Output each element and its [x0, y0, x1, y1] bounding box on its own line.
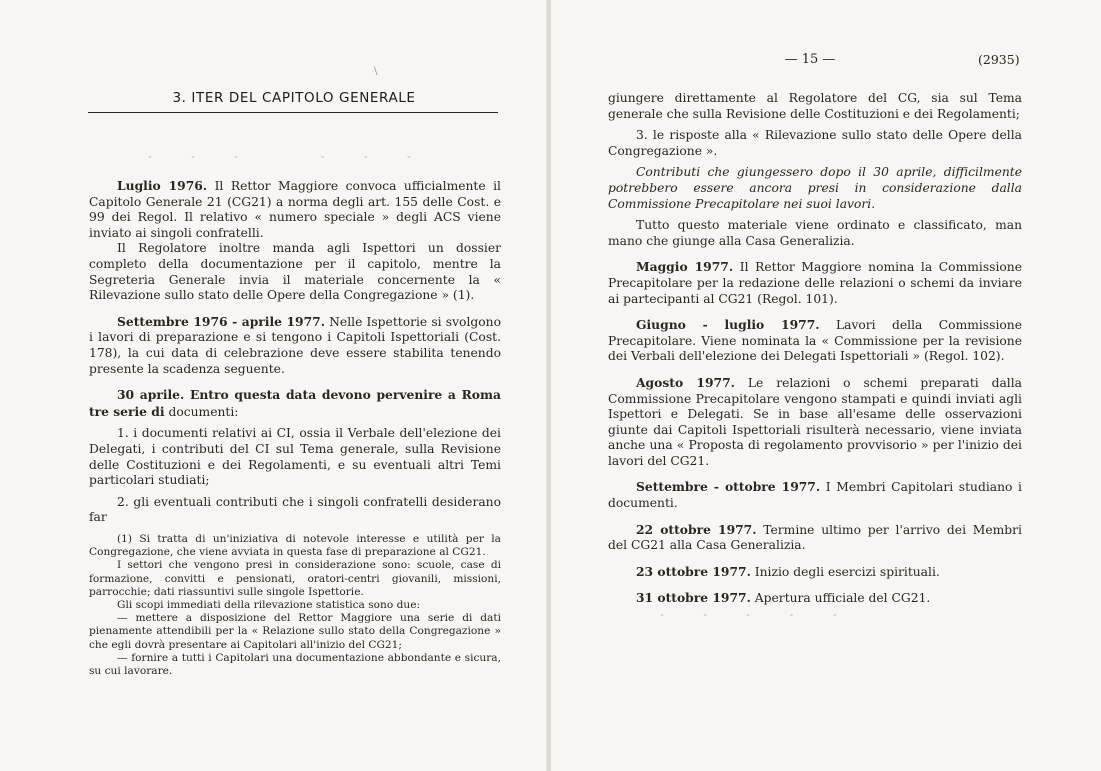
- paragraph-23-ottobre-1977: [608, 564, 1022, 581]
- page-code: (2935): [978, 52, 1020, 67]
- italic-text: Contributi che giungessero dopo il 30 aprile, difficilmente potrebbero essere ancora presi in considerazione dalla Commissione Precapitolare nei suoi lavori.: [608, 165, 1022, 211]
- date-lead: 30 aprile. Entro questa data devono pervenire a Roma tre serie di: [89, 387, 501, 419]
- scan-dash-marks: - - - - - -: [148, 150, 429, 163]
- date-lead: Luglio 1976.: [117, 178, 208, 193]
- paragraph-text: Le relazioni o schemi preparati dalla Commissione Precapitolare vengono stampati e quindi inviati agli Ispettori e Delegati. Se in base all'esame delle osservazioni giunte dai Capitoli Ispettoriali risulterà necessario, viene inviata anche una « Proposta di regolamento provvisorio » per l'inizio dei lavori del CG21.: [608, 375, 1022, 468]
- footnote-1: (1) Si tratta di un'iniziativa di notevole interesse e utilità per la Congregazione, che viene avviata in questa fase di preparazione al CG21.: [89, 533, 501, 559]
- footnote-settori: I settori che vengono presi in considerazione sono: scuole, case di formazione, convitti e pensionati, oratori-centri giovanili, missioni, parrocchie; dati riassuntivi sulle singole Ispettorie.: [89, 559, 501, 598]
- paragraph-materiale: Tutto questo materiale viene ordinato e classificato, man mano che giunge alla Casa Generalizia.: [608, 218, 1022, 248]
- paragraph-text: I Membri Capitolari studiano i documenti.: [608, 480, 1022, 511]
- paragraph-agosto-1977: [608, 375, 1022, 470]
- paragraph-text: Nelle Ispettorie si svolgono i lavori di preparazione e si tengono i Capitoli Ispettoriali (Cost. 178), la cui data di celebrazione deve essere stabilita tenendo presente la scadenza seguente.: [89, 314, 501, 376]
- paragraph-maggio-1977: [608, 259, 1022, 307]
- date-lead: 22 ottobre 1977.: [636, 521, 757, 537]
- title-rule: [88, 112, 498, 113]
- left-body-text: [89, 178, 501, 526]
- right-body-text: [608, 91, 1022, 607]
- paragraph-giugno-luglio-1977: [608, 317, 1022, 365]
- date-lead: Giugno - luglio 1977.: [636, 317, 820, 333]
- paragraph-italic-note: [608, 165, 1022, 212]
- paragraph-settembre-1976: [89, 314, 501, 377]
- footnotes: [89, 533, 501, 678]
- date-lead: 31 ottobre 1977.: [636, 590, 751, 606]
- date-lead: Agosto 1977.: [636, 374, 735, 390]
- paragraph-text: Apertura ufficiale del CG21.: [754, 591, 931, 606]
- page-number: — 15 —: [784, 52, 836, 67]
- left-page: [0, 0, 548, 771]
- paragraph-luglio-1976: [89, 178, 501, 241]
- paragraph-settembre-ottobre-1977: [608, 479, 1022, 511]
- list-item-3: 3. le risposte alla « Rilevazione sullo stato delle Opere della Congregazione ».: [608, 128, 1022, 158]
- list-item-2: 2. gli eventuali contributi che i singoli confratelli desiderano far: [89, 494, 501, 525]
- paragraph-text: Il Rettor Maggiore convoca ufficialmente il Capitolo Generale 21 (CG21) a norma degli art. 155 delle Cost. e 99 dei Regol. Il relativo « numero speciale » degli ACS viene inviato ai singoli confratelli.: [89, 179, 501, 240]
- paragraph-30-aprile: [89, 387, 501, 420]
- date-lead: Maggio 1977.: [636, 259, 734, 275]
- paragraph-continuation: giungere direttamente al Regolatore del CG, sia sul Tema generale che sulla Revisione delle Costituzioni e dei Regolamenti;: [608, 91, 1022, 121]
- date-lead: Settembre - ottobre 1977.: [636, 479, 821, 495]
- footnote-scopo-2: — fornire a tutti i Capitolari una documentazione abbondante e sicura, su cui lavorare.: [89, 651, 501, 678]
- scan-dash-marks-right: - - - - -: [660, 608, 855, 621]
- paragraph-31-ottobre-1977: [608, 590, 1022, 607]
- footnote-scopo-1: — mettere a disposizione del Rettor Maggiore una serie di dati pienamente attendibili per la « Relazione sullo stato della Congregazione » che egli dovrà presentare ai Capitolari all'inizio del CG21;: [89, 612, 501, 651]
- footnote-scopi: Gli scopi immediati della rilevazione statistica sono due:: [117, 599, 421, 612]
- chapter-title: 3. ITER DEL CAPITOLO GENERALE: [172, 90, 416, 106]
- paragraph-text: documenti:: [168, 404, 239, 419]
- date-lead: Settembre 1976 - aprile 1977.: [117, 313, 325, 329]
- scan-stray-mark: \: [374, 66, 378, 77]
- paragraph-text: Il Rettor Maggiore nomina la Commissione Precapitolare per la redazione delle relazioni o schemi da inviare ai partecipanti al CG21 (Regol. 101).: [608, 260, 1022, 306]
- paragraph-text: Inizio degli esercizi spirituali.: [754, 564, 940, 579]
- list-item-1: 1. i documenti relativi ai CI, ossia il Verbale dell'elezione dei Delegati, i contributi del CI sul Tema generale, sulla Revisione delle Costituzioni e dei Regolamenti, e su eventuali altri Temi particolari studiati;: [89, 426, 501, 488]
- date-lead: 23 ottobre 1977.: [636, 563, 751, 579]
- paragraph-text: Lavori della Commissione Precapitolare. Viene nominata la « Commissione per la revisione dei Verbali dell'elezione dei Delegati Ispettoriali » (Regol. 102).: [608, 318, 1022, 364]
- paragraph-regolatore: Il Regolatore inoltre manda agli Ispettori un dossier completo della documentazione per il capitolo, mentre la Segreteria Generale invia il materiale concernente la « Rilevazione sullo stato delle Opere della Congregazione » (1).: [89, 241, 501, 303]
- paragraph-text: Termine ultimo per l'arrivo dei Membri del CG21 alla Casa Generalizia.: [608, 522, 1022, 553]
- paragraph-22-ottobre-1977: [608, 522, 1022, 554]
